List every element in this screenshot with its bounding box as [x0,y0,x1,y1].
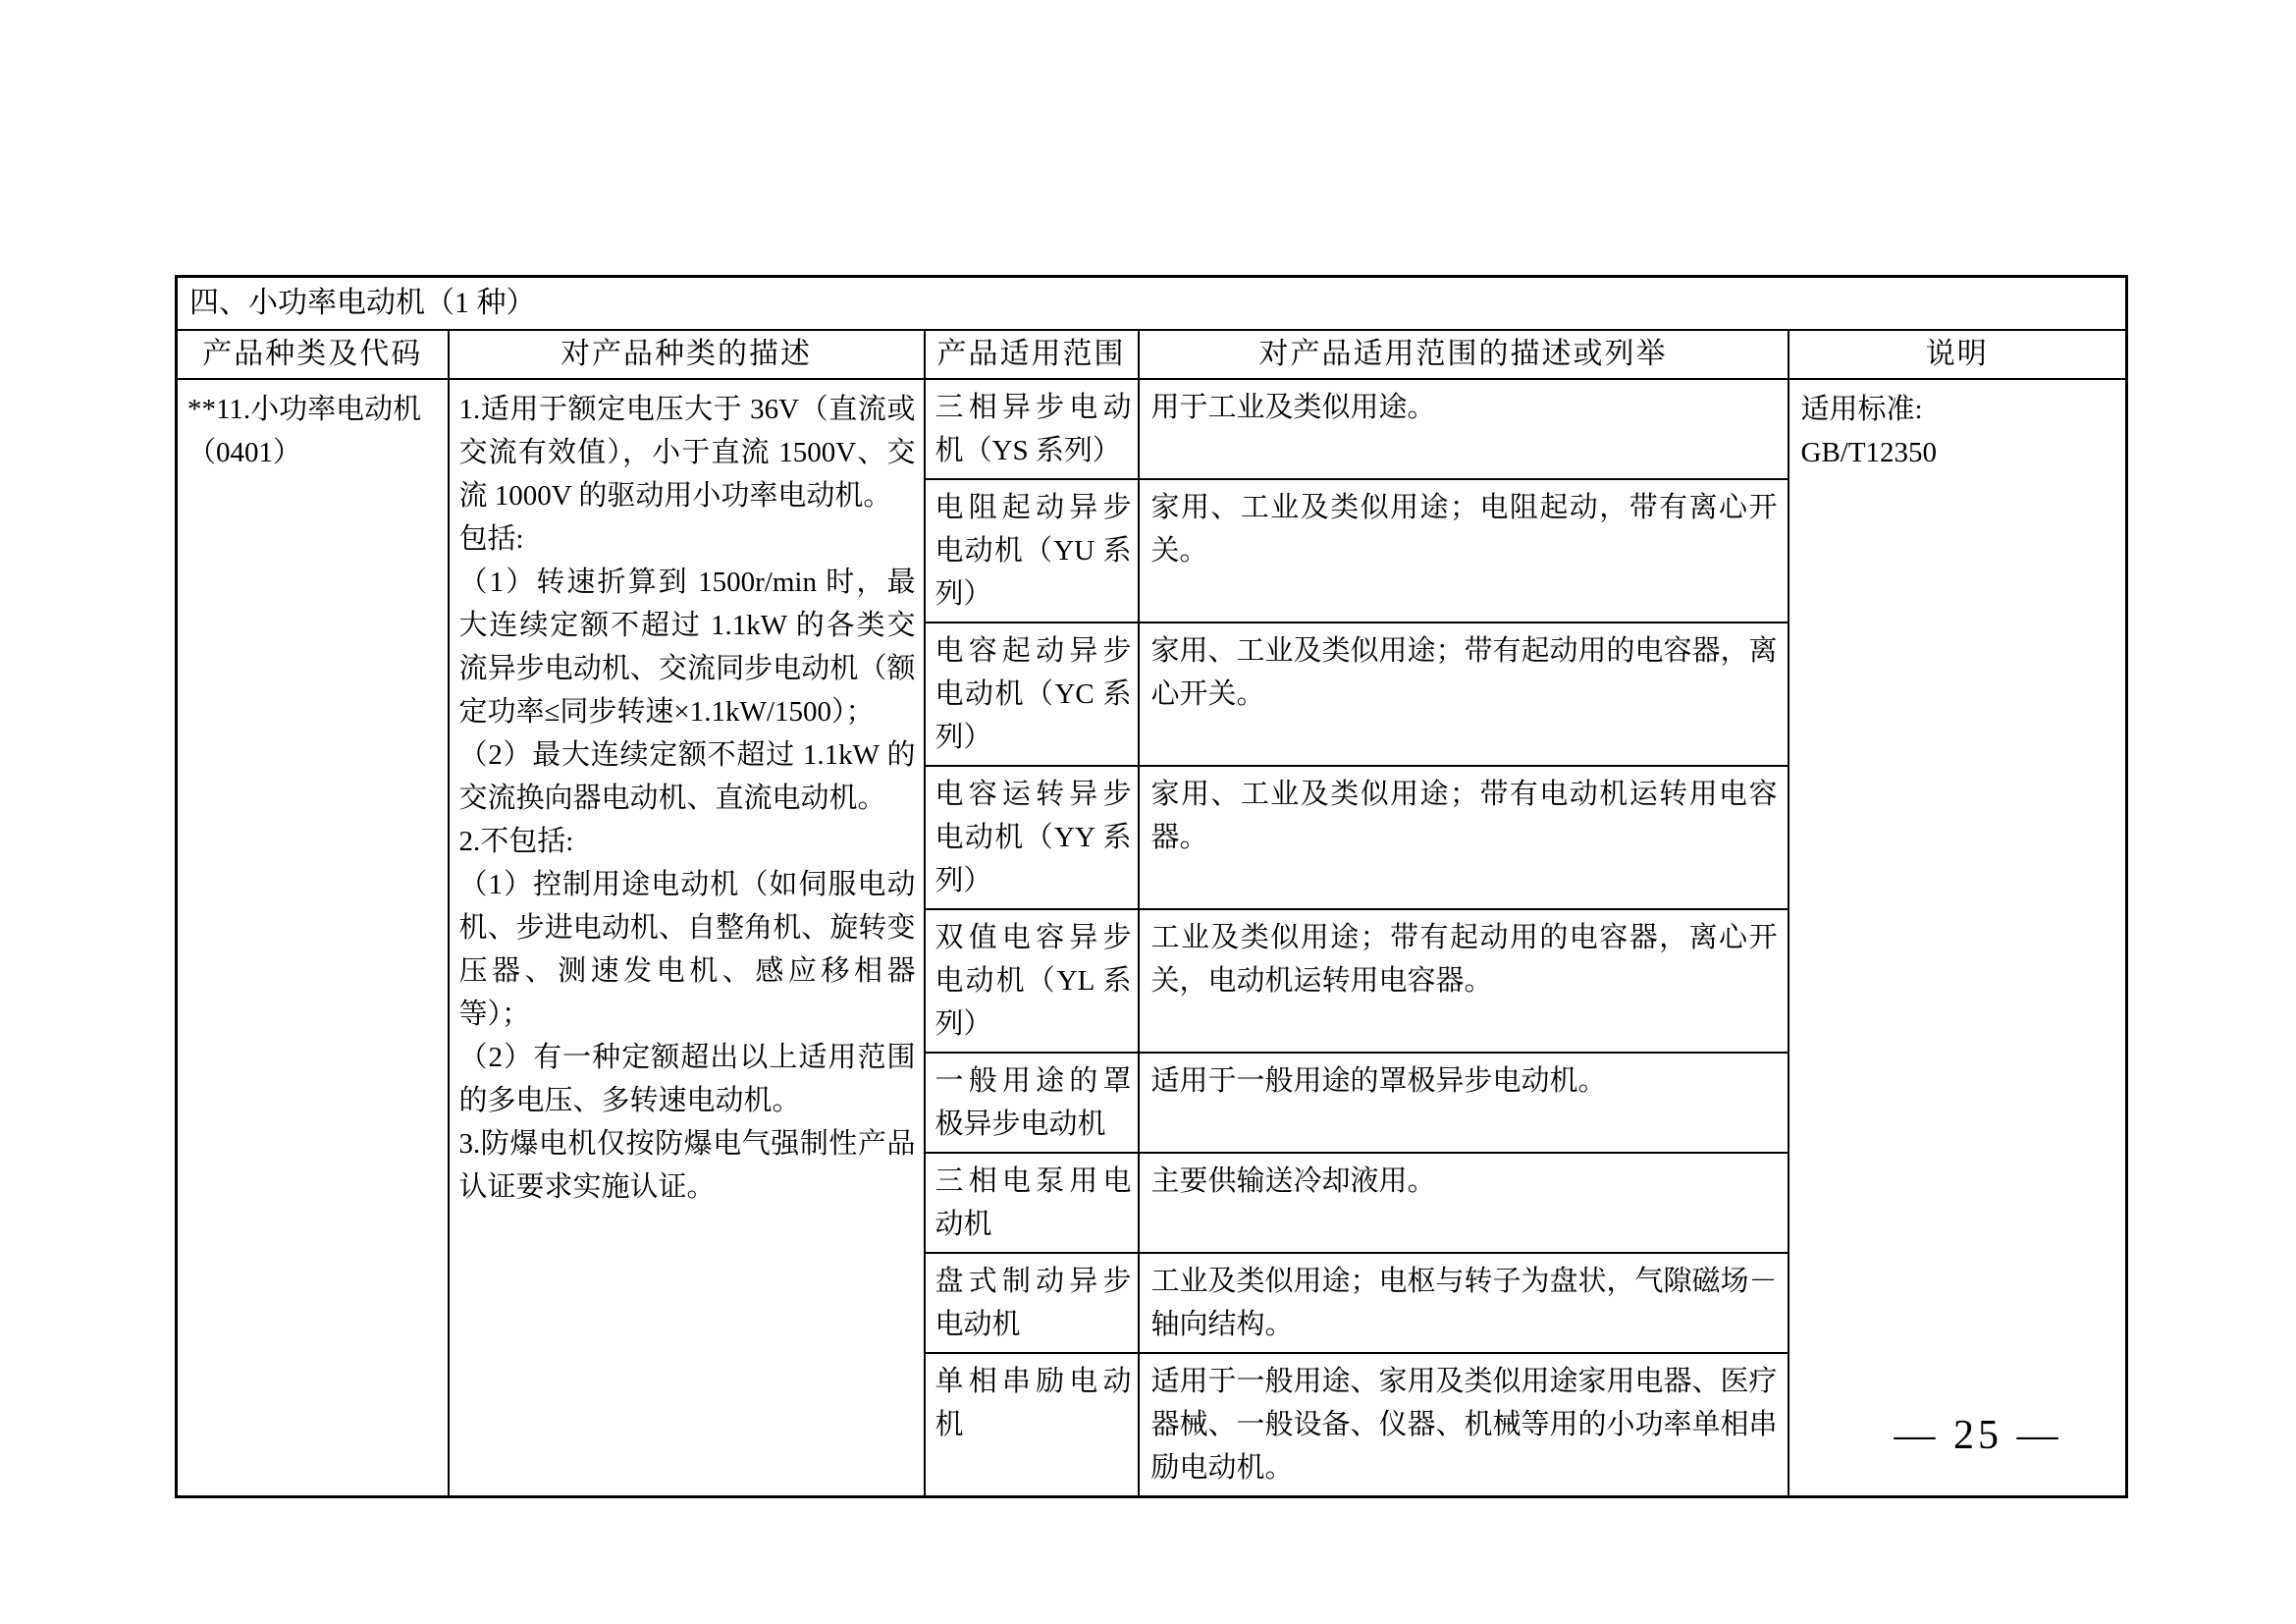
description-paragraph: （1）转速折算到 1500r/min 时，最大连续定额不超过 1.1kW 的各类交流异步电动机、交流同步电动机（额定功率≤同步转速×1.1kW/1500）； [458,567,916,728]
cell-range-description: 家用、工业及类似用途；带有起动用的电容器，离心开关。 [1139,623,1789,766]
col-header-notes: 说明 [1789,330,2127,379]
section-title: 四、小功率电动机（1 种） [177,277,2127,331]
col-header-applicable-range: 产品适用范围 [925,330,1139,379]
description-paragraph: 3.防爆电机仅按防爆电气强制性产品认证要求实施认证。 [458,1128,916,1203]
description-paragraph: （2）最大连续定额不超过 1.1kW 的交流换向器电动机、直流电动机。 [458,739,916,814]
cell-range: 一般用途的罩极异步电动机 [925,1053,1139,1153]
description-paragraph: 包括: [458,523,524,555]
cell-range: 三相异步电动机（YS 系列） [925,379,1139,479]
cell-product-description [449,379,925,1497]
col-header-product-description: 对产品种类的描述 [449,330,925,379]
note-line1: 适用标准: [1800,394,1923,425]
cell-range-description: 家用、工业及类似用途；带有电动机运转用电容器。 [1139,766,1789,909]
cell-range-description: 工业及类似用途；带有起动用的电容器，离心开关，电动机运转用电容器。 [1139,909,1789,1053]
section-title-row [177,277,2127,331]
column-header-row [177,330,2127,379]
cell-range: 电容运转异步电动机（YY 系列） [925,766,1139,909]
cell-notes [1789,379,2127,1497]
cell-range-description: 用于工业及类似用途。 [1139,379,1789,479]
product-code-line1: **11.小功率电动机 [187,394,422,425]
note-line2: GB/T12350 [1800,437,1938,468]
col-header-range-description: 对产品适用范围的描述或列举 [1139,330,1789,379]
cell-range-description: 主要供输送冷却液用。 [1139,1153,1789,1253]
col-header-product-code: 产品种类及代码 [177,330,449,379]
cell-range-description: 家用、工业及类似用途；电阻起动，带有离心开关。 [1139,479,1789,623]
table-row [177,379,2127,479]
cell-range: 电阻起动异步电动机（YU 系列） [925,479,1139,623]
cell-range: 三相电泵用电动机 [925,1153,1139,1253]
description-paragraph: （2）有一种定额超出以上适用范围的多电压、多转速电动机。 [458,1042,916,1116]
cell-range-description: 适用于一般用途的罩极异步电动机。 [1139,1053,1789,1153]
cell-range-description: 适用于一般用途、家用及类似用途家用电器、医疗器械、一般设备、仪器、机械等用的小功率单相串励电动机。 [1139,1353,1789,1497]
product-code-line2: （0401） [187,437,302,468]
cell-range: 电容起动异步电动机（YC 系列） [925,623,1139,766]
cell-range: 单相串励电动机 [925,1353,1139,1497]
cell-range: 双值电容异步电动机（YL 系列） [925,909,1139,1053]
cell-range-description: 工业及类似用途；电枢与转子为盘状，气隙磁场－轴向结构。 [1139,1253,1789,1353]
cell-product-code [177,379,449,1497]
page-number: — 25 — [1894,1413,2062,1458]
product-category-table [175,275,2128,1498]
cell-range: 盘式制动异步电动机 [925,1253,1139,1353]
description-paragraph: 2.不包括: [458,826,574,857]
description-paragraph: 1.适用于额定电压大于 36V（直流或交流有效值），小于直流 1500V、交流 1000V 的驱动用小功率电动机。 [458,394,916,512]
description-paragraph: （1）控制用途电动机（如伺服电动机、步进电动机、自整角机、旋转变压器、测速发电机、感应移相器等）； [458,869,916,1030]
